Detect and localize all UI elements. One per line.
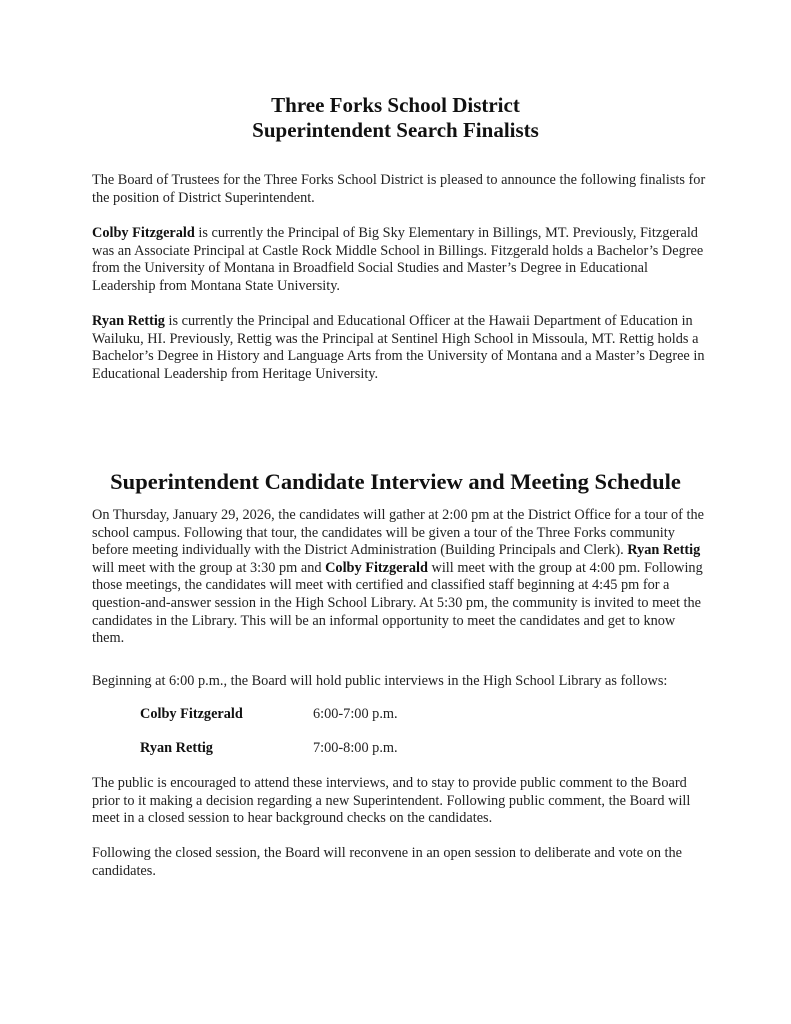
- text: On Thursday, January 29, 2026, the candidates will gather at 2:00 pm at the District Office for a tour of the school campus. Following that tour, the candidates will be given a tour of the Three Forks community before meeting individually with the District Administration (Building Principals and Clerk).: [92, 507, 704, 559]
- candidate-name: Colby Fitzgerald: [92, 225, 195, 241]
- intro-paragraph: The Board of Trustees for the Three Forks School District is pleased to announce the following finalists for the position of District Superintendent.: [92, 172, 706, 206]
- candidate-name: Ryan Rettig: [627, 542, 701, 559]
- public-comment-paragraph: The public is encouraged to attend these interviews, and to stay to provide public comment to the Board prior to it making a decision regarding a new Superintendent. Following public comment, the Board will meet in a closed session to hear background checks on the candidates.: [92, 775, 691, 827]
- text: will meet with the group at 3:30 pm and: [92, 559, 326, 576]
- title-line-2: Superintendent Search Finalists: [252, 118, 539, 142]
- text: will meet with the group at 4:00 pm. Following those meetings, the candidates will meet with certified and classified staff beginning at 4:45 pm for a question-and-answer session in the High School Library. At 5:30 pm, the community is invited to meet the candidates in the Library. This will be an informal opportunity to meet the candidates and get to know them.: [92, 559, 703, 647]
- interviews-intro: Beginning at 6:00 p.m., the Board will hold public interviews in the High School Library as follows:: [92, 673, 668, 689]
- candidate-bio: is currently the Principal of Big Sky Elementary in Billings, MT. Previously, Fitzgerald was an Associate Principal at Castle Rock Middle School in Billings. Fitzgerald holds a Bachelor’s Degree from the University of Montana in Broadfield Social Studies and Master’s Degree in Educational Leadership from Montana State University.: [92, 225, 704, 294]
- candidate-bio-fitzgerald: [92, 225, 707, 295]
- candidate-name: Colby Fitzgerald: [325, 559, 428, 576]
- schedule-heading: Superintendent Candidate Interview and Meeting Schedule: [110, 469, 681, 494]
- schedule-paragraph: [92, 507, 707, 648]
- document-title: [0, 93, 791, 143]
- interview-name: Colby Fitzgerald: [140, 706, 243, 722]
- interview-name: Ryan Rettig: [140, 740, 213, 756]
- title-line-1: Three Forks School District: [271, 93, 520, 117]
- closing-paragraph: Following the closed session, the Board will reconvene in an open session to deliberate and vote on the candidates.: [92, 845, 683, 879]
- candidate-name: Ryan Rettig: [92, 313, 165, 329]
- interview-time: 7:00-8:00 p.m.: [313, 740, 398, 756]
- candidate-bio-rettig: [92, 313, 707, 383]
- candidate-bio: is currently the Principal and Educational Officer at the Hawaii Department of Education in Wailuku, HI. Previously, Rettig was the Principal at Sentinel High School in Missoula, MT. Rettig holds a Bachelor’s Degree in History and Language Arts from the University of Montana and a Master’s Degree in Educational Leadership from Heritage University.: [92, 313, 705, 382]
- interview-time: 6:00-7:00 p.m.: [313, 706, 398, 722]
